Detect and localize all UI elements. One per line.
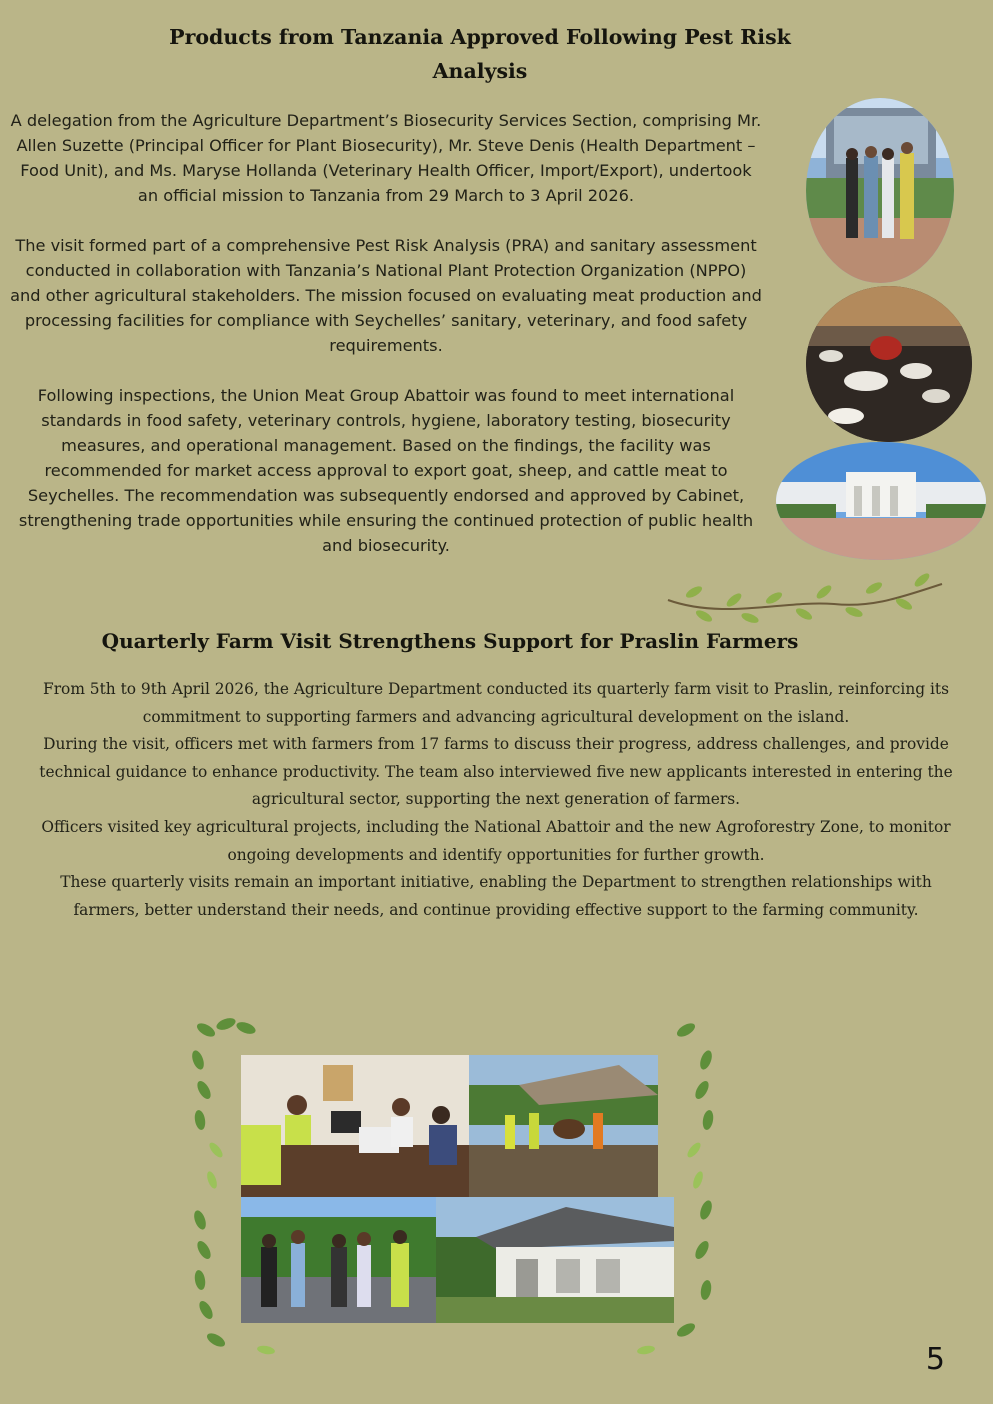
page-number: 5 [925,1342,945,1377]
paragraph: Following inspections, the Union Meat Group Abattoir was found to meet international standards in food safety, veterinary controls, hygiene, laboratory testing, biosecurity measures, and operational management. Based on the findings, the facility was recommended for market access approval to export goat, sheep, and cattle meat to Seychelles. The recommendation was subsequently endorsed and approved by Cabinet, strengthening trade opportunities while ensuring the continued protection of public health and biosecurity. [18,386,754,555]
office-meeting-photo [241,1055,469,1197]
goats-photo [806,286,972,442]
delegation-photo [806,98,954,283]
paragraph: These quarterly visits remain an important initiative, enabling the Department to strengthen relationships with farmers, better understand their needs, and continue providing effective support to the farming community. [60,873,932,919]
paragraph: During the visit, officers met with farmers from 17 farms to discuss their progress, address challenges, and provide technical guidance to enhance productivity. The team also interviewed five new applicants interested in entering the agricultural sector, supporting the next generation of farmers. [39,735,953,809]
paragraph: The visit formed part of a comprehensive Pest Risk Analysis (PRA) and sanitary assessment conducted in collaboration with Tanzania’s National Plant Protection Organization (NPPO) and other agricultural stakeholders. The mission focused on evaluating meat production and processing facilities for compliance with Seychelles’ sanitary, veterinary, and food safety requirements. [10,236,762,355]
paragraph: From 5th to 9th April 2026, the Agriculture Department conducted its quarterly farm visit to Praslin, reinforcing its commitment to supporting farmers and advancing agricultural development on the island. [43,680,949,726]
article-body-praslin [28,676,964,924]
farm-shelter-photo [469,1055,658,1197]
article-title-praslin: Quarterly Farm Visit Strengthens Support for Praslin Farmers [101,629,799,653]
abattoir-building-photo [776,442,986,560]
national-abattoir-photo [436,1197,674,1323]
paragraph: A delegation from the Agriculture Department’s Biosecurity Services Section, comprising Mr. Allen Suzette (Principal Officer for Plant Biosecurity), Mr. Steve Denis (Health Department – Food Unit), and Ms. Maryse Hollanda (Veterinary Health Officer, Import/Export), undertook an official mission to Tanzania from 29 March to 3 April 2026. [10,111,762,205]
paragraph: Officers visited key agricultural projects, including the National Abattoir and the new Agroforestry Zone, to monitor ongoing developments and identify opportunities for further growth. [41,817,951,864]
roadside-group-photo [241,1197,436,1323]
article-title-tanzania: Products from Tanzania Approved Following Pest Risk Analysis [169,25,791,83]
vine-decoration-divider [664,570,946,632]
article-body-tanzania [10,108,762,583]
